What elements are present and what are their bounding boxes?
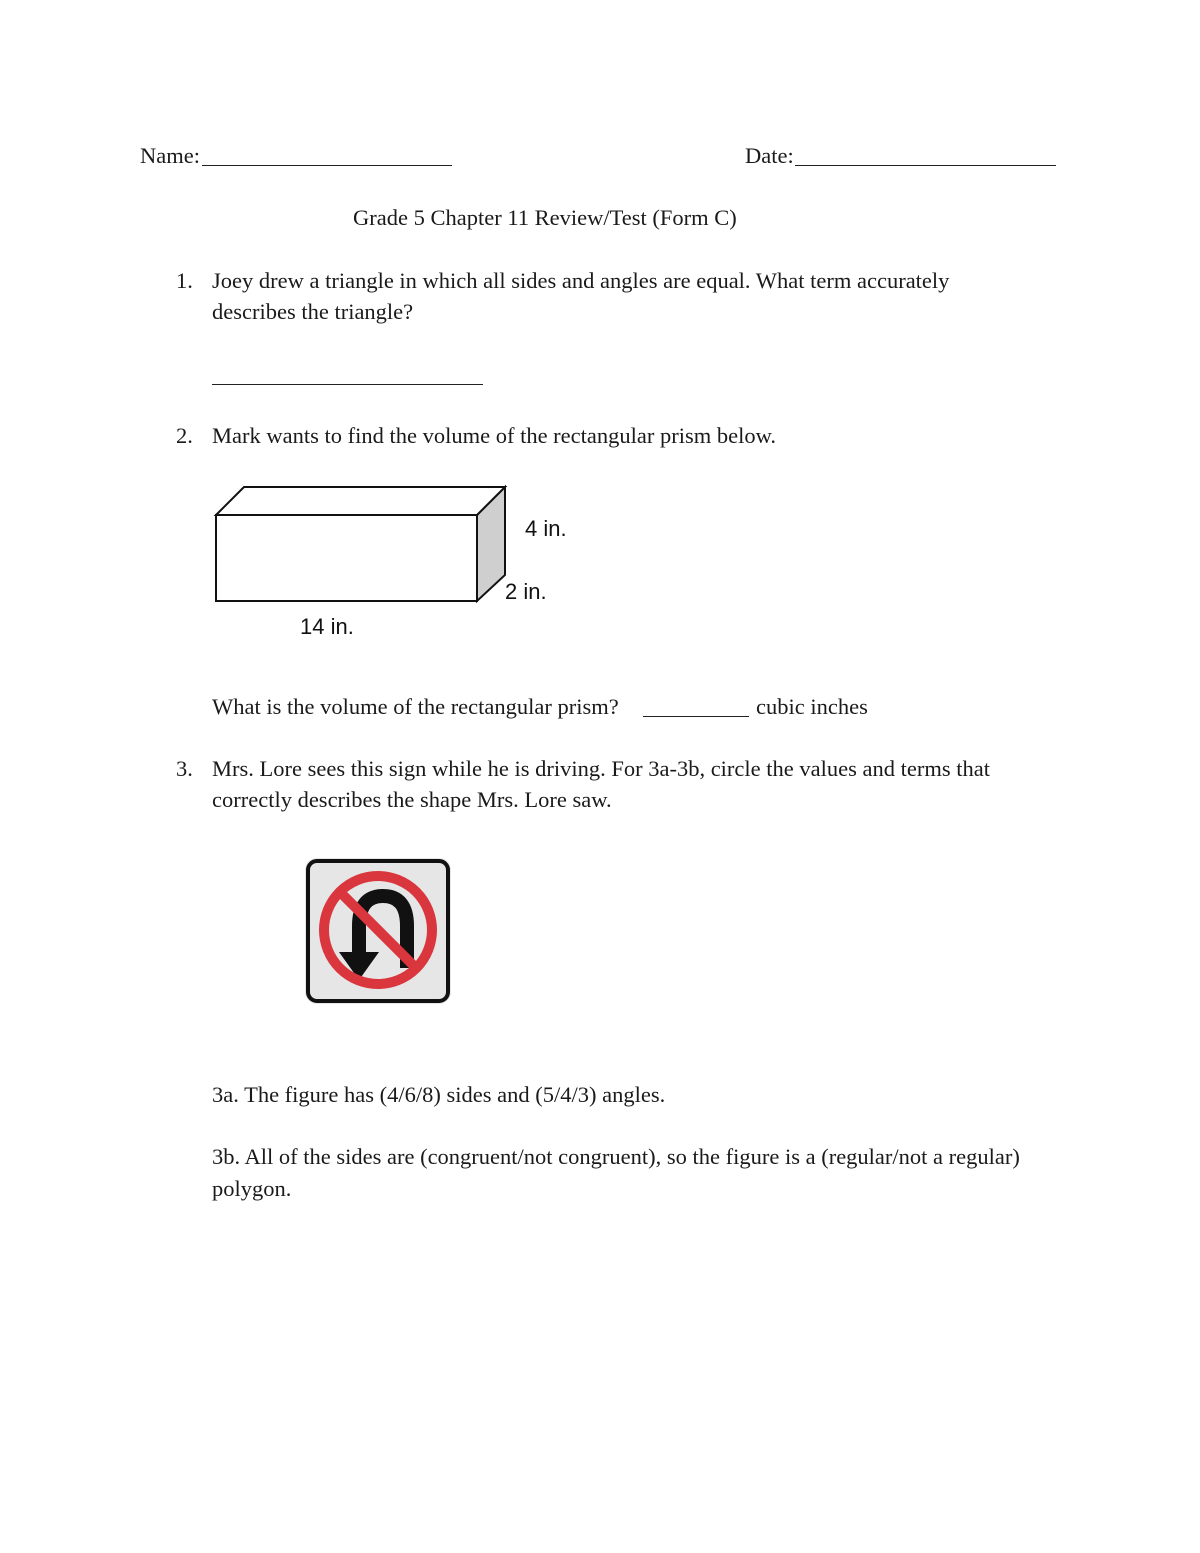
question-2-number: 2. bbox=[176, 423, 193, 448]
name-label: Name: bbox=[140, 143, 200, 168]
question-3b-line-2: polygon. bbox=[212, 1176, 292, 1201]
question-1-number: 1. bbox=[176, 268, 193, 293]
prism-width-label: 2 in. bbox=[505, 579, 547, 604]
page-title: Grade 5 Chapter 11 Review/Test (Form C) bbox=[353, 205, 737, 230]
question-3a: 3a. The figure has (4/6/8) sides and (5/4/3) angles. bbox=[212, 1082, 666, 1107]
question-3b-line-1: 3b. All of the sides are (congruent/not congruent), so the figure is a (regular/not a regular) bbox=[212, 1144, 1020, 1169]
question-2-followup-prefix: What is the volume of the rectangular prism? bbox=[212, 694, 619, 719]
no-u-turn-sign-icon bbox=[303, 856, 453, 1006]
question-2-line-1: Mark wants to find the volume of the rectangular prism below. bbox=[212, 423, 777, 448]
prism-front-face bbox=[216, 515, 477, 601]
prism-height-label: 4 in. bbox=[525, 516, 567, 541]
question-2-followup-suffix: cubic inches bbox=[756, 694, 868, 719]
question-3-line-1: Mrs. Lore sees this sign while he is driving. For 3a-3b, circle the values and terms that bbox=[212, 756, 990, 781]
prism-length-label: 14 in. bbox=[300, 614, 354, 639]
question-1-answer-blank[interactable] bbox=[212, 384, 483, 385]
question-3-line-2: correctly describes the shape Mrs. Lore saw. bbox=[212, 787, 612, 812]
name-blank[interactable] bbox=[202, 165, 452, 166]
prism-top-face bbox=[216, 487, 505, 515]
date-label: Date: bbox=[745, 143, 794, 168]
question-1-line-1: Joey drew a triangle in which all sides and angles are equal. What term accurately bbox=[212, 268, 950, 293]
date-blank[interactable] bbox=[795, 165, 1056, 166]
question-2-answer-blank[interactable] bbox=[643, 716, 749, 717]
question-1-line-2: describes the triangle? bbox=[212, 299, 414, 324]
question-3-number: 3. bbox=[176, 756, 193, 781]
rectangular-prism-figure bbox=[200, 475, 590, 650]
